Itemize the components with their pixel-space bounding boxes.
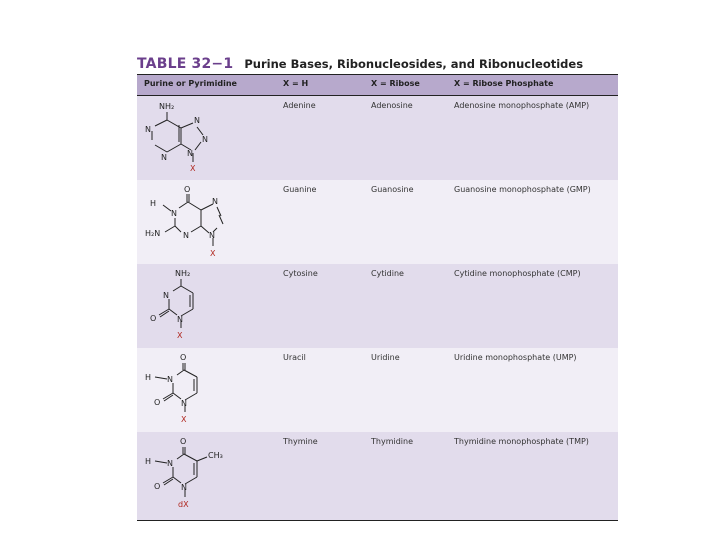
nucleoside-name: Thymidine xyxy=(371,437,413,446)
substituent-x-label: X xyxy=(181,415,187,424)
table-caption: Purine Bases, Ribonucleosides, and Ribonucleotides xyxy=(244,57,584,71)
adenine-structure-diagram xyxy=(141,98,231,180)
base-name: Adenine xyxy=(283,101,316,110)
column-header-x-ribose: X = Ribose xyxy=(371,79,420,88)
nucleotide-name: Guanosine monophosphate (GMP) xyxy=(454,185,591,194)
table-header-row xyxy=(137,74,618,96)
base-name: Uracil xyxy=(283,353,306,362)
ring-nitrogen-label: N xyxy=(202,135,208,144)
oxygen-label: O xyxy=(154,398,161,407)
ring-nitrogen-label: N xyxy=(212,197,218,206)
column-header-base: Purine or Pyrimidine xyxy=(144,79,237,88)
substituent-x-label: X xyxy=(190,164,196,173)
substituent-x-label: X xyxy=(177,331,183,340)
oxygen-label: O xyxy=(180,353,187,362)
nucleotide-name: Thymidine monophosphate (TMP) xyxy=(454,437,589,446)
thymine-structure-diagram xyxy=(141,434,241,520)
nucleoside-name: Uridine xyxy=(371,353,400,362)
ring-nitrogen-label: N xyxy=(161,153,167,162)
ring-nitrogen-label: N xyxy=(209,231,215,240)
table-row xyxy=(137,96,618,180)
nucleotide-name: Adenosine monophosphate (AMP) xyxy=(454,101,590,110)
ring-nitrogen-label: N xyxy=(183,231,189,240)
ring-nitrogen-label: N xyxy=(181,483,187,492)
substituent-dx-label: dX xyxy=(178,500,189,509)
oxygen-label: O xyxy=(150,314,157,323)
nucleoside-name: Guanosine xyxy=(371,185,414,194)
amino-group-label: NH₂ xyxy=(159,102,175,111)
uracil-structure-diagram xyxy=(141,350,231,432)
table-row xyxy=(137,180,618,264)
substituent-x-label: X xyxy=(210,249,216,258)
cytosine-structure-diagram xyxy=(141,266,231,348)
nucleotide-name: Uridine monophosphate (UMP) xyxy=(454,353,577,362)
table-row xyxy=(137,432,618,521)
table-number: TABLE 32−1 xyxy=(137,56,234,72)
amino-group-label: H₂N xyxy=(145,229,161,238)
hydrogen-label: H xyxy=(145,373,152,382)
oxygen-label: O xyxy=(184,185,191,194)
guanine-structure-diagram xyxy=(141,182,241,264)
nucleoside-name: Adenosine xyxy=(371,101,413,110)
ring-nitrogen-label: N xyxy=(187,149,193,158)
table-row xyxy=(137,264,618,348)
ring-nitrogen-label: N xyxy=(167,375,173,384)
methyl-group-label: CH₃ xyxy=(208,451,223,460)
column-header-x-h: X = H xyxy=(283,79,309,88)
table-title xyxy=(137,53,583,72)
hydrogen-label: H xyxy=(150,199,157,208)
ring-nitrogen-label: N xyxy=(177,315,183,324)
base-name: Thymine xyxy=(283,437,318,446)
nucleoside-name: Cytidine xyxy=(371,269,404,278)
base-name: Guanine xyxy=(283,185,317,194)
oxygen-label: O xyxy=(154,482,161,491)
ring-nitrogen-label: N xyxy=(167,459,173,468)
table-row xyxy=(137,348,618,432)
amino-group-label: NH₂ xyxy=(175,269,191,278)
ring-nitrogen-label: N xyxy=(171,209,177,218)
table-bottom-rule xyxy=(137,520,618,521)
hydrogen-label: H xyxy=(145,457,152,466)
oxygen-label: O xyxy=(180,437,187,446)
ring-nitrogen-label: N xyxy=(194,116,200,125)
ring-nitrogen-label: N xyxy=(181,399,187,408)
column-header-x-ribose-phosphate: X = Ribose Phosphate xyxy=(454,79,554,88)
nucleotide-table xyxy=(137,74,618,521)
ring-nitrogen-label: N xyxy=(163,291,169,300)
ring-nitrogen-label: N xyxy=(145,125,151,134)
nucleotide-name: Cytidine monophosphate (CMP) xyxy=(454,269,581,278)
base-name: Cytosine xyxy=(283,269,318,278)
